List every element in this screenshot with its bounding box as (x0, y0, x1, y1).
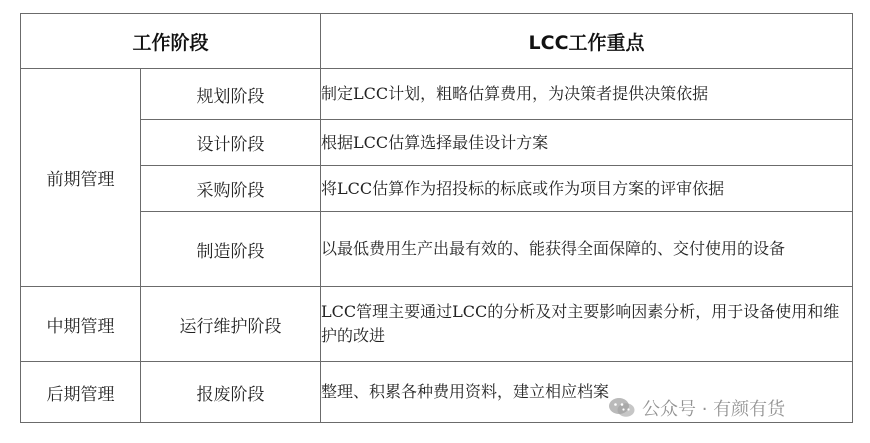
table-row (21, 166, 853, 212)
stage-scrapping: 报废阶段 (141, 362, 321, 423)
group-middle-management: 中期管理 (21, 287, 141, 362)
focus-planning: 制定LCC计划，粗略估算费用，为决策者提供决策依据 (321, 69, 853, 120)
header-lcc-focus: LCC工作重点 (321, 14, 853, 69)
watermark (608, 393, 785, 423)
group-late-management: 后期管理 (21, 362, 141, 423)
stage-procurement: 采购阶段 (141, 166, 321, 212)
watermark-text: 公众号 · 有颜有货 (642, 399, 786, 420)
wechat-official-account-icon (608, 397, 636, 419)
focus-manufacturing: 以最低费用生产出最有效的、能获得全面保障的、交付使用的设备 (321, 212, 853, 287)
header-work-stage: 工作阶段 (21, 14, 321, 69)
focus-operation-maintenance: LCC管理主要通过LCC的分析及对主要影响因素分析，用于设备使用和维护的改进 (321, 287, 853, 362)
focus-design: 根据LCC估算选择最佳设计方案 (321, 120, 853, 166)
lcc-work-table (20, 13, 853, 423)
stage-manufacturing: 制造阶段 (141, 212, 321, 287)
table-row (21, 69, 853, 120)
group-early-management: 前期管理 (21, 69, 141, 287)
stage-planning: 规划阶段 (141, 69, 321, 120)
focus-procurement: 将LCC估算作为招投标的标底或作为项目方案的评审依据 (321, 166, 853, 212)
focus-scrapping: 整理、积累各种费用资料，建立相应档案 (321, 362, 853, 423)
stage-design: 设计阶段 (141, 120, 321, 166)
table-row (21, 212, 853, 287)
table-row (21, 287, 853, 362)
stage-operation-maintenance: 运行维护阶段 (141, 287, 321, 362)
table-row (21, 120, 853, 166)
